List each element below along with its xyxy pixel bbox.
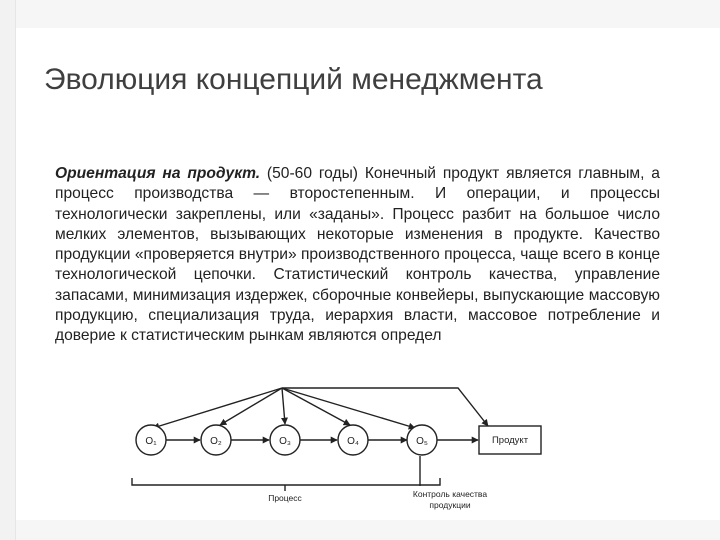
operation-3 bbox=[270, 425, 300, 455]
operation-label-3: O₃ bbox=[279, 436, 291, 447]
input-arrow-3 bbox=[282, 388, 285, 424]
input-arrows bbox=[153, 388, 488, 428]
input-arrow-1 bbox=[153, 388, 282, 428]
product-label: Продукт bbox=[491, 435, 529, 446]
input-arrow-5 bbox=[282, 388, 415, 428]
process-bracket-line bbox=[132, 478, 440, 485]
input-arrow-2 bbox=[220, 388, 282, 425]
process-label: Процесс bbox=[268, 493, 302, 503]
operation-label-1: O₁ bbox=[145, 436, 157, 447]
slide-title: Эволюция концепций менеджмента bbox=[44, 63, 543, 96]
operation-4 bbox=[338, 425, 368, 455]
operation-label-4: O₄ bbox=[347, 436, 359, 447]
input-arrow-product bbox=[282, 388, 488, 426]
quality-control bbox=[413, 456, 487, 510]
operation-1 bbox=[136, 425, 166, 455]
product-node bbox=[479, 426, 541, 454]
quality-control-label-2: продукции bbox=[429, 500, 471, 510]
operation-label-2: O₂ bbox=[210, 436, 222, 447]
input-arrow-4 bbox=[282, 388, 350, 425]
operation-5 bbox=[407, 425, 437, 455]
paragraph-text: (50-60 годы) Конечный продукт является главным, а процесс производства — второстепенным. И операции, и процессы технологически закреплены, или «заданы». Процесс разбит на большое число мелких элементов, вызывающих некоторые изменения в продукте. Качество продукции «проверяется внутри» производственного процесса, чаще всего в конце технологической цепочки. Статистический контроль качества, управление запасами, минимизация издержек, сборочные конвейеры, выпускающие массовую продукцию, специализация труда, иерархия власти, массовое потребление и доверие к статистическим рынкам являются определ bbox=[55, 165, 660, 345]
operation-2 bbox=[201, 425, 231, 455]
paragraph-lead: Ориентация на продукт. bbox=[55, 165, 261, 182]
operation-label-5: O₅ bbox=[416, 436, 428, 447]
quality-control-label-1: Контроль качества bbox=[412, 489, 488, 499]
process-bracket bbox=[132, 478, 440, 503]
